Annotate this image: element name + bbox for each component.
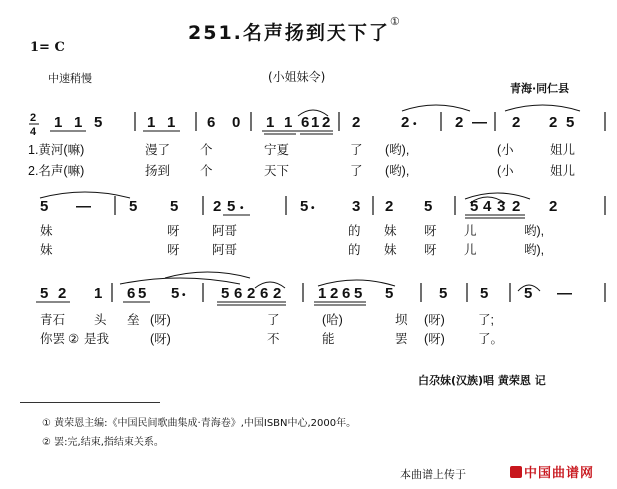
note: 5 — [524, 285, 533, 302]
region-label: 青海·同仁县 — [510, 82, 570, 95]
lyric-verse-2-word: 呀 — [424, 243, 437, 257]
note: 2 — [401, 114, 410, 131]
note: 5 — [354, 285, 363, 302]
slur-arc — [505, 105, 580, 111]
lyric-verse-2-word: (小 — [497, 164, 514, 178]
note: 5 — [480, 285, 489, 302]
note: 0 — [232, 114, 241, 131]
lyric-verse-2-word: 罢 — [395, 332, 408, 346]
footnote-divider — [20, 402, 160, 403]
note: 5 — [171, 285, 180, 302]
lyric-verse-1-word: 哟), — [524, 224, 545, 238]
lyric-verse-2-word: 能 — [322, 332, 335, 346]
note: 2 — [455, 114, 464, 131]
lyric-verse-1-word: 阿哥 — [212, 224, 238, 238]
tempo-marking: 中速稍慢 — [48, 72, 92, 85]
note: 2 — [58, 285, 67, 302]
lyric-verse-2-word: 儿 — [464, 243, 477, 257]
note: 5 — [94, 114, 103, 131]
dash-extension: — — [76, 198, 91, 215]
note: 2 — [512, 114, 521, 131]
lyric-verse-2-word: 个 — [200, 164, 213, 178]
title-footnote-mark: ① — [389, 15, 402, 28]
note: 5 — [424, 198, 433, 215]
augmentation-dot: • — [413, 119, 417, 130]
note: 2 — [385, 198, 394, 215]
lyric-verse-1-word: 妹 — [40, 224, 53, 238]
lyric-verse-1-word: (哈) — [322, 313, 343, 327]
lyric-verse-1-word: 坝 — [395, 313, 408, 327]
lyric-verse-2-word: 呀 — [167, 243, 180, 257]
slur-arc — [402, 105, 470, 111]
note: 2 — [247, 285, 256, 302]
augmentation-dot: • — [182, 290, 186, 301]
note: 3 — [352, 198, 361, 215]
lyric-verse-2-word: 的 — [348, 243, 361, 257]
note: 4 — [483, 198, 492, 215]
lyric-verse-2-word: 妹 — [384, 243, 397, 257]
song-title-text: 251.名声扬到天下了 — [188, 22, 390, 44]
logo-mark-icon — [510, 466, 522, 478]
note: 1 — [74, 114, 83, 131]
note: 1 — [94, 285, 103, 302]
time-signature-top: 2 — [30, 112, 37, 124]
lyric-verse-1-word: 呀 — [424, 224, 437, 238]
note: 5 — [300, 198, 309, 215]
note: 1 — [318, 285, 327, 302]
note: 1 — [167, 114, 176, 131]
lyric-verse-1-word: (小 — [497, 143, 514, 157]
lyric-verse-2-word: 你罢 — [40, 332, 66, 346]
note: 5 — [566, 114, 575, 131]
dash-extension: — — [557, 285, 572, 302]
lyric-verse-2-word: 2.名声(嘛) — [28, 164, 85, 178]
lyric-verse-1-word: 儿 — [464, 224, 477, 238]
lyric-verse-1-word: 的 — [348, 224, 361, 238]
lyric-verse-1-word: 漫了 — [145, 143, 171, 157]
note: 2 — [213, 198, 222, 215]
note: 2 — [549, 198, 558, 215]
lyric-verse-1-word: 垒 — [127, 313, 140, 327]
note: 2 — [512, 198, 521, 215]
lyric-verse-2-word: 了 — [350, 164, 363, 178]
augmentation-dot: • — [240, 203, 244, 214]
note: 1 — [147, 114, 156, 131]
footnote-2: ② 罢:完,结束,指结束关系。 — [42, 437, 164, 448]
lyric-verse-1-word: 个 — [200, 143, 213, 157]
lyric-verse-1-word: 了; — [478, 313, 494, 327]
lyric-verse-1-word: 呀 — [167, 224, 180, 238]
lyric-verse-2-word: 阿哥 — [212, 243, 238, 257]
footnote-1: ① 黄荣恩主编:《中国民间歌曲集成·青海卷》,中国ISBN中心,2000年。 — [42, 418, 357, 429]
note: 2 — [273, 285, 282, 302]
slur-arc — [120, 278, 240, 284]
lyric-verse-2-word: 妹 — [40, 243, 53, 257]
slur-arc — [165, 272, 250, 278]
note: 1 — [266, 114, 275, 131]
lyric-verse-2-word: 姐儿 — [550, 164, 576, 178]
note: 6 — [301, 114, 310, 131]
site-logo — [510, 462, 594, 481]
note: 6 — [260, 285, 269, 302]
note: 3 — [497, 198, 506, 215]
note: 5 — [129, 198, 138, 215]
key-signature: 1= C — [30, 40, 65, 55]
note: 5 — [439, 285, 448, 302]
lyric-verse-2-word: (哟), — [385, 164, 410, 178]
lyric-verse-2-word: 哟), — [524, 243, 545, 257]
lyric-verse-2-word: 不 — [267, 332, 280, 346]
note: 5 — [40, 285, 49, 302]
note: 5 — [138, 285, 147, 302]
note: 5 — [221, 285, 230, 302]
lyric-verse-1-word: 妹 — [384, 224, 397, 238]
lyric-verse-1-word: 青石 — [40, 313, 66, 327]
note: 1 — [284, 114, 293, 131]
note: 2 — [352, 114, 361, 131]
note: 1 — [311, 114, 320, 131]
lyric-verse-1-word: 姐儿 — [550, 143, 576, 157]
note: 6 — [207, 114, 216, 131]
note: 5 — [227, 198, 236, 215]
note: 6 — [342, 285, 351, 302]
time-signature-bottom: 4 — [30, 126, 37, 138]
lyric-verse-1-word: (呀) — [150, 313, 171, 327]
note: 2 — [322, 114, 331, 131]
lyric-verse-1-word: 了 — [267, 313, 280, 327]
upload-notice: 本曲谱上传于 — [400, 468, 466, 481]
note: 5 — [385, 285, 394, 302]
note: 2 — [330, 285, 339, 302]
tune-name: (小姐妹令) — [268, 70, 326, 84]
lyric-verse-1-word: 头 — [94, 313, 107, 327]
note: 1 — [54, 114, 63, 131]
lyric-verse-2-word: (呀) — [424, 332, 445, 346]
lyric-verse-1-word: (哟), — [385, 143, 410, 157]
site-name: 中国曲谱网 — [524, 466, 595, 481]
lyric-verse-2-word: 扬到 — [145, 164, 171, 178]
augmentation-dot: • — [311, 203, 315, 214]
note: 2 — [549, 114, 558, 131]
lyric-verse-2-word: 了。 — [478, 332, 504, 346]
singer-recorder-credits: 白尕妹(汉族)唱 黄荣恩 记 — [418, 374, 546, 387]
note: 5 — [170, 198, 179, 215]
note: 6 — [234, 285, 243, 302]
lyric-verse-1-word: 了 — [350, 143, 363, 157]
lyric-verse-1-word: 宁夏 — [264, 143, 290, 157]
note: 6 — [127, 285, 136, 302]
lyric-verse-2-word: ② — [68, 332, 80, 346]
lyric-verse-2-word: 天下 — [264, 164, 290, 178]
note: 5 — [40, 198, 49, 215]
lyric-verse-2-word: (呀) — [150, 332, 171, 346]
dash-extension: — — [472, 114, 487, 131]
lyric-verse-1-word: 1.黄河(嘛) — [28, 143, 85, 157]
lyric-verse-1-word: (呀) — [424, 313, 445, 327]
lyric-verse-2-word: 是我 — [84, 332, 110, 346]
note: 5 — [470, 198, 479, 215]
